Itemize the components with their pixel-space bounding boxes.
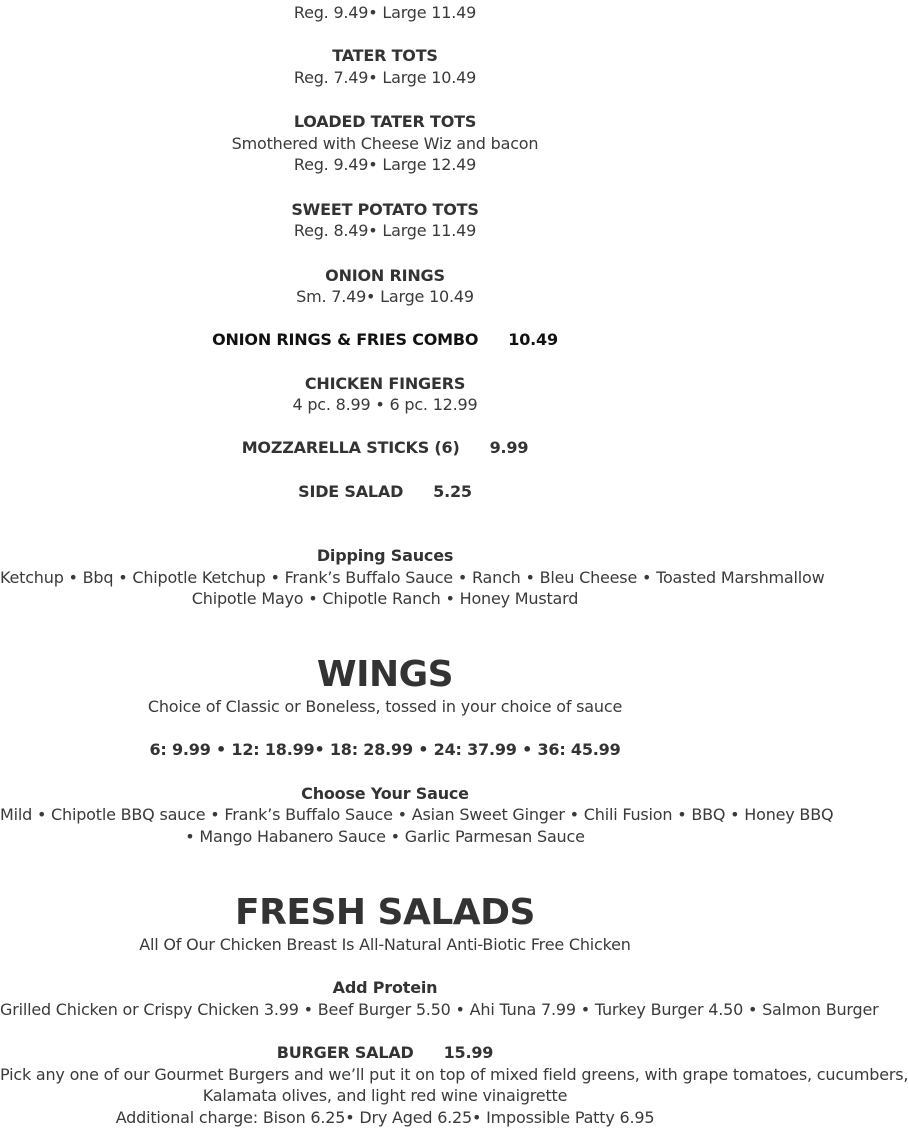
fresh-salads-subtitle: All Of Our Chicken Breast Is All-Natural Anti-Biotic Free Chicken <box>139 935 631 954</box>
burger-salad-description-2: Kalamata olives, and light red wine vinaigrette <box>202 1086 568 1105</box>
item-price-mozzarella-sticks: 9.99 <box>489 438 529 457</box>
item-price-side-salad: 5.25 <box>433 482 472 501</box>
item-name-side-salad: SIDE SALAD <box>298 482 404 501</box>
wings-prices: 6: 9.99 • 12: 18.99• 18: 28.99 • 24: 37.99 • 36: 45.99 <box>149 740 621 759</box>
item-price-burger-salad: 15.99 <box>443 1043 494 1062</box>
item-name-combo: ONION RINGS & FRIES COMBO <box>212 330 479 349</box>
item-name-tater-tots: TATER TOTS <box>332 46 438 65</box>
item-price-chicken-fingers: 4 pc. 8.99 • 6 pc. 12.99 <box>292 395 478 414</box>
item-name-onion-rings: ONION RINGS <box>325 266 445 285</box>
item-name-mozzarella-sticks: MOZZARELLA STICKS (6) <box>241 438 460 457</box>
dipping-sauces-title: Dipping Sauces <box>316 546 454 565</box>
add-protein-line: Grilled Chicken or Crispy Chicken 3.99 • Beef Burger 5.50 • Ahi Tuna 7.99 • Turkey Burger 4.50 • Salmon Burger <box>0 1000 879 1019</box>
item-name-chicken-fingers: CHICKEN FINGERS <box>304 374 466 393</box>
burger-salad-description-1: Pick any one of our Gourmet Burgers and we’ll put it on top of mixed field greens, with grape tomatoes, cucumbers, <box>0 1065 908 1084</box>
fresh-salads-heading: FRESH SALADS <box>235 892 535 933</box>
item-price-sweet-potato-tots: Reg. 8.49• Large 11.49 <box>293 221 477 240</box>
dipping-sauces-line-1: Ketchup • Bbq • Chipotle Ketchup • Frank’s Buffalo Sauce • Ranch • Bleu Cheese • Toasted Marshmallow <box>0 568 825 587</box>
wings-sauce-line-1: Mild • Chipotle BBQ sauce • Frank’s Buffalo Sauce • Asian Sweet Ginger • Chili Fusion • BBQ • Honey BBQ <box>0 805 834 824</box>
item-name-sweet-potato-tots: SWEET POTATO TOTS <box>291 200 479 219</box>
wings-sauce-line-2: • Mango Habanero Sauce • Garlic Parmesan Sauce <box>185 827 585 846</box>
dipping-sauces-line-2: Chipotle Mayo • Chipotle Ranch • Honey Mustard <box>191 589 579 608</box>
item-side-salad <box>0 481 770 502</box>
item-name-loaded-tater-tots: LOADED TATER TOTS <box>293 112 477 131</box>
item-price-combo: 10.49 <box>508 330 558 349</box>
item-onion-rings-fries-combo <box>0 329 770 350</box>
item-name-burger-salad: BURGER SALAD <box>276 1043 414 1062</box>
burger-salad-additional-charge: Additional charge: Bison 6.25• Dry Aged 6.25• Impossible Patty 6.95 <box>115 1108 655 1127</box>
add-protein-title: Add Protein <box>332 978 438 997</box>
item-price-loaded-tater-tots: Reg. 9.49• Large 12.49 <box>293 155 477 174</box>
wings-subtitle: Choice of Classic or Boneless, tossed in your choice of sauce <box>147 697 623 716</box>
wings-sauce-title: Choose Your Sauce <box>301 784 469 803</box>
item-description-loaded-tater-tots: Smothered with Cheese Wiz and bacon <box>231 134 539 153</box>
item-price-onion-rings: Sm. 7.49• Large 10.49 <box>296 287 474 306</box>
side-price-partial: Reg. 9.49• Large 11.49 <box>293 3 477 22</box>
wings-heading: WINGS <box>316 654 454 695</box>
item-burger-salad <box>0 1042 770 1063</box>
item-price-tater-tots: Reg. 7.49• Large 10.49 <box>293 68 477 87</box>
item-mozzarella-sticks <box>0 437 770 458</box>
